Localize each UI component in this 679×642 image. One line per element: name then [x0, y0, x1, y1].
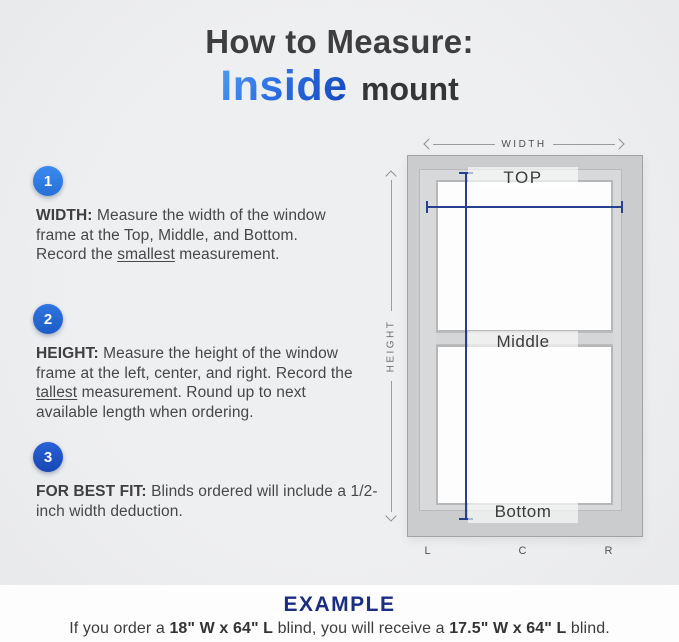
step-2-text [36, 344, 355, 422]
title-line2 [0, 62, 679, 111]
step-1-lead: WIDTH: [36, 207, 93, 224]
measure-cap [621, 201, 623, 213]
width-label: WIDTH [501, 138, 547, 150]
step-2-number-badge: 2 [33, 304, 63, 334]
middle-position-label: Middle [468, 331, 578, 353]
step-1-underlined-word: smallest [117, 246, 175, 263]
top-position-label: TOP [468, 167, 578, 189]
step-3-text [36, 482, 385, 521]
example-text-2: blind, you will receive a [273, 620, 450, 637]
example-footer [0, 585, 679, 642]
height-dimension-arrow [384, 172, 398, 520]
arrow-up-icon [385, 170, 396, 181]
measure-line [428, 206, 621, 208]
step-1-body-end: measurement. [174, 246, 280, 263]
arrow-line [391, 180, 392, 311]
left-marker: L [424, 545, 432, 557]
example-ordered-size: 18" W x 64" L [169, 620, 274, 637]
step-3-body: Blinds ordered will include a 1/2-inch width deduction. [36, 483, 378, 520]
example-received-size: 17.5" W x 64" L [449, 620, 567, 637]
example-heading: EXAMPLE [283, 593, 396, 616]
height-label: HEIGHT [384, 314, 399, 379]
bottom-position-label: Bottom [468, 501, 578, 523]
arrow-line [391, 381, 392, 512]
step-2-body: Measure the height of the window frame at the left, center, and right. Record the [36, 345, 353, 382]
title-suffix: mount [360, 71, 459, 108]
width-measure-line [426, 201, 623, 213]
arrow-line [433, 144, 495, 145]
step-2-body-end: measurement. Round up to next available length when ordering. [36, 384, 306, 421]
step-1-text [36, 206, 345, 265]
step-3-lead: FOR BEST FIT: [36, 483, 147, 500]
measure-line [465, 174, 467, 518]
step-1-body: Measure the width of the window frame at the Top, Middle, and Bottom. Record the [36, 207, 326, 263]
page-title [0, 24, 679, 111]
window-measure-diagram [378, 133, 659, 580]
arrow-right-icon [613, 138, 624, 149]
step-2-underlined-word: tallest [36, 384, 78, 401]
width-dimension-arrow [425, 136, 623, 152]
step-3 [33, 442, 385, 521]
step-2-lead: HEIGHT: [36, 345, 99, 362]
arrow-left-icon [423, 138, 434, 149]
step-3-number-badge: 3 [33, 442, 63, 472]
center-marker: C [518, 545, 528, 557]
step-2 [33, 304, 355, 422]
step-1-number-badge: 1 [33, 166, 63, 196]
title-highlight: Inside [220, 62, 348, 111]
example-sentence [0, 620, 679, 638]
arrow-line [553, 144, 615, 145]
example-text-3: blind. [566, 620, 610, 637]
arrow-down-icon [385, 510, 396, 521]
height-label-holder [384, 311, 398, 381]
title-line1: How to Measure: [205, 23, 474, 60]
step-1 [33, 166, 345, 265]
example-text-1: If you order a [69, 620, 170, 637]
right-marker: R [604, 545, 614, 557]
